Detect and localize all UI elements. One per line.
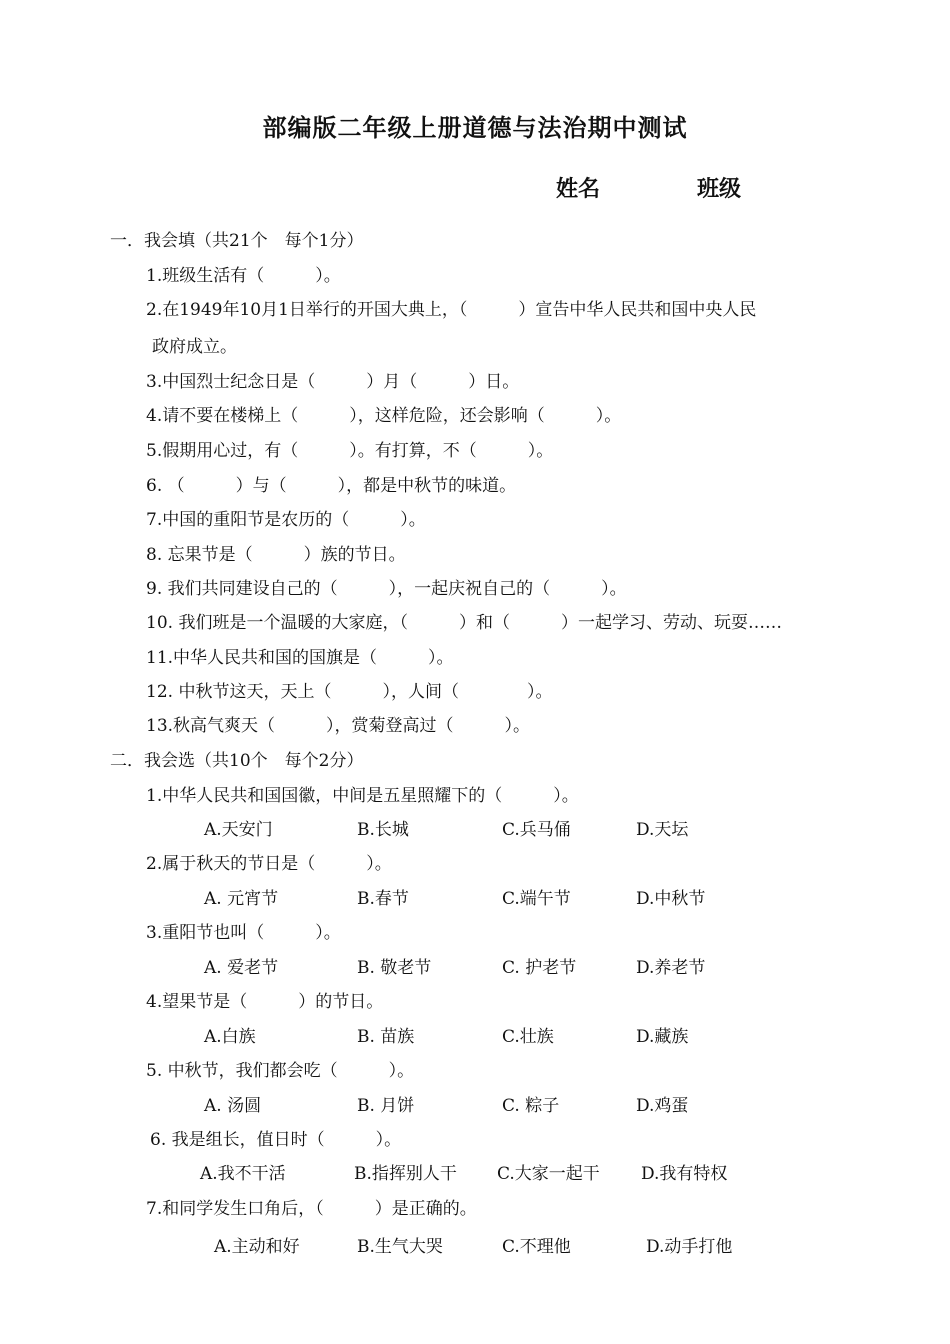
choice-4-option-d: D.藏族 [636,1027,689,1047]
choice-3-option-a: A. 爱老节 [204,958,279,978]
choice-3-option-c: C. 护老节 [502,958,577,978]
choice-question-5: 5. 中秋节，我们都会吃（ ）。 [146,1061,415,1081]
fill-item-8: 8. 忘果节是（ ）族的节日。 [146,545,406,565]
fill-item-2: 2.在1949年10月1日举行的开国大典上，（ ）宣告中华人民共和国中央人民 [146,300,757,320]
fill-item-3: 3.中国烈士纪念日是（ ）月（ ）日。 [146,372,520,392]
fill-item-10: 10. 我们班是一个温暖的大家庭，（ ）和（ ）一起学习、劳动、玩耍…… [146,613,782,633]
choice-6-option-b: B.指挥别人干 [354,1164,457,1184]
choice-question-6: 6. 我是组长，值日时（ ）。 [150,1130,402,1150]
section1-heading: 一．我会填（共21个 每个1分） [110,231,364,251]
name-label: 姓名 [556,176,601,202]
choice-5-option-b: B. 月饼 [357,1096,415,1116]
fill-item-6: 6. （ ）与（ ），都是中秋节的味道。 [146,476,517,496]
choice-6-option-a: A.我不干活 [200,1164,286,1184]
choice-question-1: 1.中华人民共和国国徽，中间是五星照耀下的（ ）。 [146,786,579,806]
choice-1-option-b: B.长城 [357,820,409,840]
choice-2-option-a: A. 元宵节 [204,889,279,909]
choice-4-option-a: A.白族 [204,1027,256,1047]
choice-7-option-a: A.主动和好 [214,1237,300,1257]
choice-3-option-b: B. 敬老节 [357,958,432,978]
choice-question-4: 4.望果节是（ ）的节日。 [146,992,384,1012]
fill-item-12: 12. 中秋节这天，天上（ ），人间（ ）。 [146,682,553,702]
choice-2-option-b: B.春节 [357,889,409,909]
page-title: 部编版二年级上册道德与法治期中测试 [262,113,688,142]
fill-item-13: 13.秋高气爽天（ ），赏菊登高过（ ）。 [146,716,531,736]
class-label: 班级 [697,176,742,202]
fill-item-5: 5.假期用心过，有（ ）。有打算，不（ ）。 [146,441,554,461]
choice-5-option-d: D.鸡蛋 [636,1096,689,1116]
fill-item-9: 9. 我们共同建设自己的（ ），一起庆祝自己的（ ）。 [146,579,627,599]
choice-1-option-d: D.天坛 [636,820,689,840]
choice-question-3: 3.重阳节也叫（ ）。 [146,923,341,943]
fill-item-4: 4.请不要在楼梯上（ ），这样危险，还会影响（ ）。 [146,406,622,426]
choice-1-option-a: A.天安门 [204,820,273,840]
choice-6-option-c: C.大家一起干 [497,1164,600,1184]
choice-2-option-d: D.中秋节 [636,889,706,909]
section2-heading: 二．我会选（共10个 每个2分） [110,751,364,771]
choice-4-option-b: B. 苗族 [357,1027,415,1047]
choice-3-option-d: D.养老节 [636,958,706,978]
choice-7-option-d: D.动手打他 [646,1237,733,1257]
choice-5-option-c: C. 粽子 [502,1096,560,1116]
choice-7-option-c: C.不理他 [502,1237,571,1257]
fill-item-7: 7.中国的重阳节是农历的（ ）。 [146,510,426,530]
fill-item-11: 11.中华人民共和国的国旗是（ ）。 [146,648,454,668]
choice-question-7: 7.和同学发生口角后，（ ）是正确的。 [146,1199,477,1219]
fill-item-1: 1.班级生活有（ ）。 [146,266,341,286]
fill-item-2-cont: 政府成立。 [152,337,237,357]
choice-6-option-d: D.我有特权 [641,1164,728,1184]
choice-5-option-a: A. 汤圆 [204,1096,262,1116]
choice-7-option-b: B.生气大哭 [357,1237,443,1257]
choice-question-2: 2.属于秋天的节日是（ ）。 [146,854,392,874]
choice-2-option-c: C.端午节 [502,889,571,909]
choice-4-option-c: C.壮族 [502,1027,554,1047]
choice-1-option-c: C.兵马俑 [502,820,571,840]
